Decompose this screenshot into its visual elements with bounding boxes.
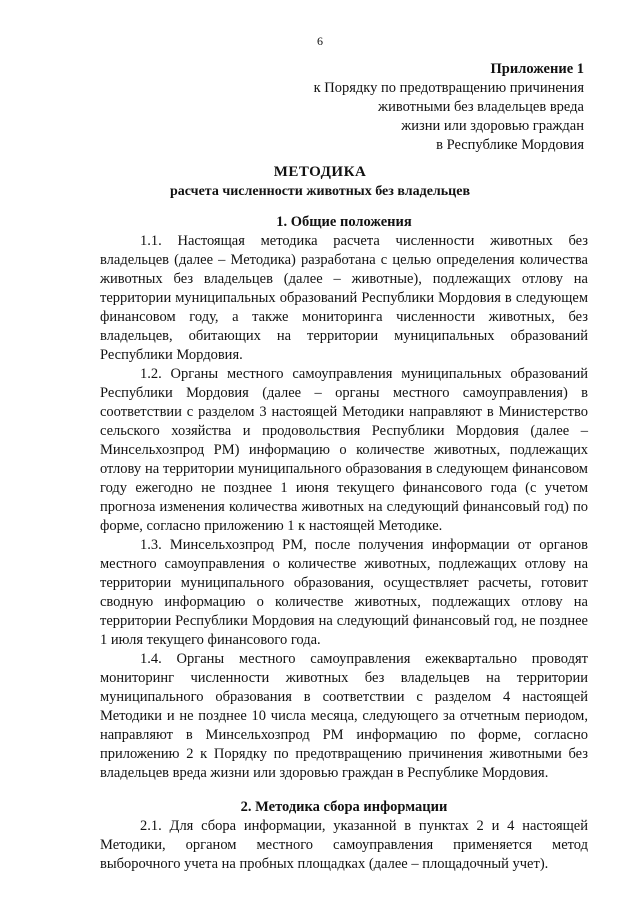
paragraph: 1.3. Минсельхозпрод РМ, после получения информации от органов местного самоуправления о количестве животных, подлежащих отлову на территории муниципального образования, осуществляет расчеты, готовит сводную информацию о количестве животных, подлежащих отлову на территории Республики Мордовия на следующий финансовый год, не позднее 1 июля текущего финансового года. [100,537,588,648]
section-gap [100,783,588,797]
appendix-block [254,60,584,155]
paragraph: 1.1. Настоящая методика расчета численности животных без владельцев (далее – Методика) разработана с целью определения количества животных без владельцев (далее – животные), подлежащих отлову на территории муниципальных образований Республики Мордовия в следующем финансовом году, а также мониторинга численности животных, без владельцев, обитающих на территории муниципальных образований Республики Мордовия. [100,233,588,363]
paragraph: 2.1. Для сбора информации, указанной в пунктах 2 и 4 настоящей Методики, органом местного самоуправления применяется метод выборочного учета на пробных площадках (далее – площадочный учет). [100,818,588,872]
page-number: 6 [317,34,323,48]
paragraph: 1.4. Органы местного самоуправления ежеквартально проводят мониторинг численности животных без владельцев на территории муниципального образования в соответствии с разделом 4 настоящей Методики и не позднее 10 числа месяца, следующего за отчетным периодом, направляют в Минсельхозпрод РМ информацию по форме, согласно приложению 2 к Порядку по предотвращению причинения животными без владельцев вреда жизни или здоровью граждан в Республике Мордовия. [100,651,588,781]
title-block [0,162,640,202]
appendix-line: в Республике Мордовия [436,137,584,153]
document-title: МЕТОДИКА [273,164,367,180]
paragraph: 1.2. Органы местного самоуправления муниципальных образований Республики Мордовия (далее – органы местного самоуправления) в соответствии с разделом 3 настоящей Методики направляют в Министерство сельского хозяйства и продовольствия Республики Мордовия (далее – Минсельхозпрод РМ) информацию о количестве животных, подлежащих отлову на территории муниципального образования в следующем финансовом году ежегодно не позднее 1 июня текущего финансового года (с учетом прогноза изменения количества животных на следующий финансовый год) по форме, согласно приложению 1 к настоящей Методике. [100,366,588,534]
appendix-title: Приложение 1 [490,61,584,77]
appendix-line: к Порядку по предотвращению причинения [313,80,584,96]
document-subtitle: расчета численности животных без владельцев [169,184,471,199]
section-heading: 2. Методика сбора информации [240,799,448,815]
section-heading: 1. Общие положения [276,214,412,230]
document-body [100,212,588,874]
appendix-line: жизни или здоровью граждан [401,118,584,134]
appendix-line: животными без владельцев вреда [378,99,584,115]
